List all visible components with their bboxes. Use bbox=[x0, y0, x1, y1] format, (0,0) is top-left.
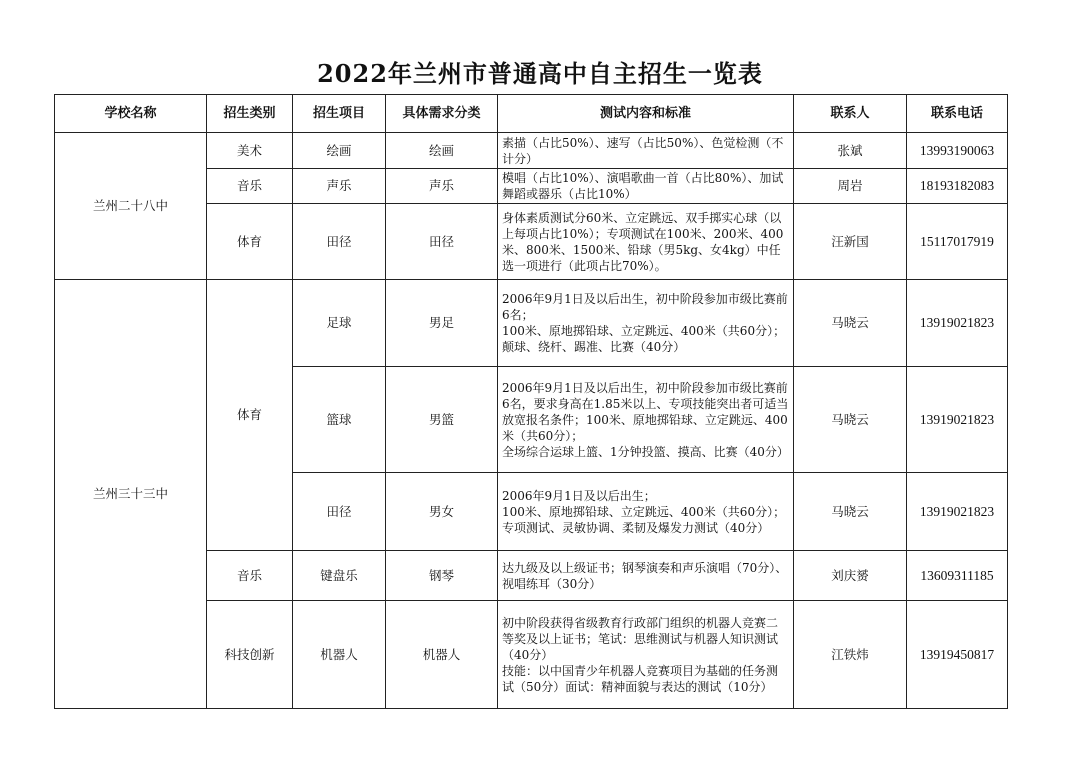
test-cell: 达九级及以上级证书；钢琴演奏和声乐演唱（70分）、视唱练耳（30分） bbox=[498, 551, 794, 601]
subcategory-cell: 声乐 bbox=[386, 169, 498, 204]
contact-cell: 马晓云 bbox=[794, 473, 907, 551]
header-subcategory: 具体需求分类 bbox=[386, 95, 498, 133]
project-cell: 田径 bbox=[293, 204, 386, 280]
project-cell: 田径 bbox=[293, 473, 386, 551]
page-title: 2022年兰州市普通高中自主招生一览表 bbox=[317, 59, 763, 88]
test-cell: 2006年9月1日及以后出生； 100米、原地掷铅球、立定跳远、400米（共60分）； 专项测试、灵敏协调、柔韧及爆发力测试（40分） bbox=[498, 473, 794, 551]
contact-cell: 周岩 bbox=[794, 169, 907, 204]
project-cell: 键盘乐 bbox=[293, 551, 386, 601]
school-name: 兰州三十三中 bbox=[55, 280, 207, 709]
subcategory-cell: 男女 bbox=[386, 473, 498, 551]
contact-cell: 马晓云 bbox=[794, 280, 907, 367]
contact-cell: 汪新国 bbox=[794, 204, 907, 280]
subcategory-cell: 钢琴 bbox=[386, 551, 498, 601]
subcategory-cell: 田径 bbox=[386, 204, 498, 280]
phone-cell: 13919021823 bbox=[907, 473, 1008, 551]
category-cell: 美术 bbox=[207, 133, 293, 169]
test-cell: 模唱（占比10%）、演唱歌曲一首（占比80%）、加试舞蹈或器乐（占比10%） bbox=[498, 169, 794, 204]
phone-cell: 13993190063 bbox=[907, 133, 1008, 169]
project-cell: 声乐 bbox=[293, 169, 386, 204]
contact-cell: 刘庆赟 bbox=[794, 551, 907, 601]
project-cell: 绘画 bbox=[293, 133, 386, 169]
project-cell: 篮球 bbox=[293, 367, 386, 473]
header-test: 测试内容和标准 bbox=[498, 95, 794, 133]
phone-cell: 13919021823 bbox=[907, 280, 1008, 367]
header-category: 招生类别 bbox=[207, 95, 293, 133]
school-name: 兰州二十八中 bbox=[55, 133, 207, 280]
phone-cell: 18193182083 bbox=[907, 169, 1008, 204]
test-cell: 身体素质测试分60米、立定跳远、双手掷实心球（以上每项占比10%）；专项测试在100米、200米、400米、800米、1500米、铅球（男5kg、女4kg）中任选一项进行（此项占比70%）。 bbox=[498, 204, 794, 280]
test-cell: 素描（占比50%）、速写（占比50%）、色觉检测（不计分） bbox=[498, 133, 794, 169]
phone-cell: 15117017919 bbox=[907, 204, 1008, 280]
phone-cell: 13609311185 bbox=[907, 551, 1008, 601]
project-cell: 机器人 bbox=[293, 601, 386, 709]
test-cell: 初中阶段获得省级教育行政部门组织的机器人竞赛二等奖及以上证书；笔试：思维测试与机器人知识测试（40分） 技能：以中国青少年机器人竞赛项目为基础的任务测试（50分）面试：精神面貌与表达的测试（10分） bbox=[498, 601, 794, 709]
header-contact: 联系人 bbox=[794, 95, 907, 133]
category-cell: 音乐 bbox=[207, 169, 293, 204]
category-cell: 科技创新 bbox=[207, 601, 293, 709]
table-row bbox=[55, 280, 1008, 367]
header-row bbox=[55, 95, 1008, 133]
project-cell: 足球 bbox=[293, 280, 386, 367]
header-phone: 联系电话 bbox=[907, 95, 1008, 133]
subcategory-cell: 男篮 bbox=[386, 367, 498, 473]
table-row bbox=[55, 133, 1008, 169]
subcategory-cell: 男足 bbox=[386, 280, 498, 367]
enrollment-table bbox=[54, 94, 1008, 709]
subcategory-cell: 机器人 bbox=[386, 601, 498, 709]
header-project: 招生项目 bbox=[293, 95, 386, 133]
phone-cell: 13919021823 bbox=[907, 367, 1008, 473]
contact-cell: 张斌 bbox=[794, 133, 907, 169]
contact-cell: 马晓云 bbox=[794, 367, 907, 473]
contact-cell: 江铁炜 bbox=[794, 601, 907, 709]
test-cell: 2006年9月1日及以后出生，初中阶段参加市级比赛前6名； 100米、原地掷铅球、立定跳远、400米（共60分）； 颠球、绕杆、踢准、比赛（40分） bbox=[498, 280, 794, 367]
test-cell: 2006年9月1日及以后出生，初中阶段参加市级比赛前6名，要求身高在1.85米以上、专项技能突出者可适当放宽报名条件；100米、原地掷铅球、立定跳远、400米（共60分）； 全场综合运球上篮、1分钟投篮、摸高、比赛（40分） bbox=[498, 367, 794, 473]
category-cell: 体育 bbox=[207, 204, 293, 280]
phone-cell: 13919450817 bbox=[907, 601, 1008, 709]
header-school: 学校名称 bbox=[55, 95, 207, 133]
subcategory-cell: 绘画 bbox=[386, 133, 498, 169]
category-cell: 体育 bbox=[207, 280, 293, 551]
category-cell: 音乐 bbox=[207, 551, 293, 601]
